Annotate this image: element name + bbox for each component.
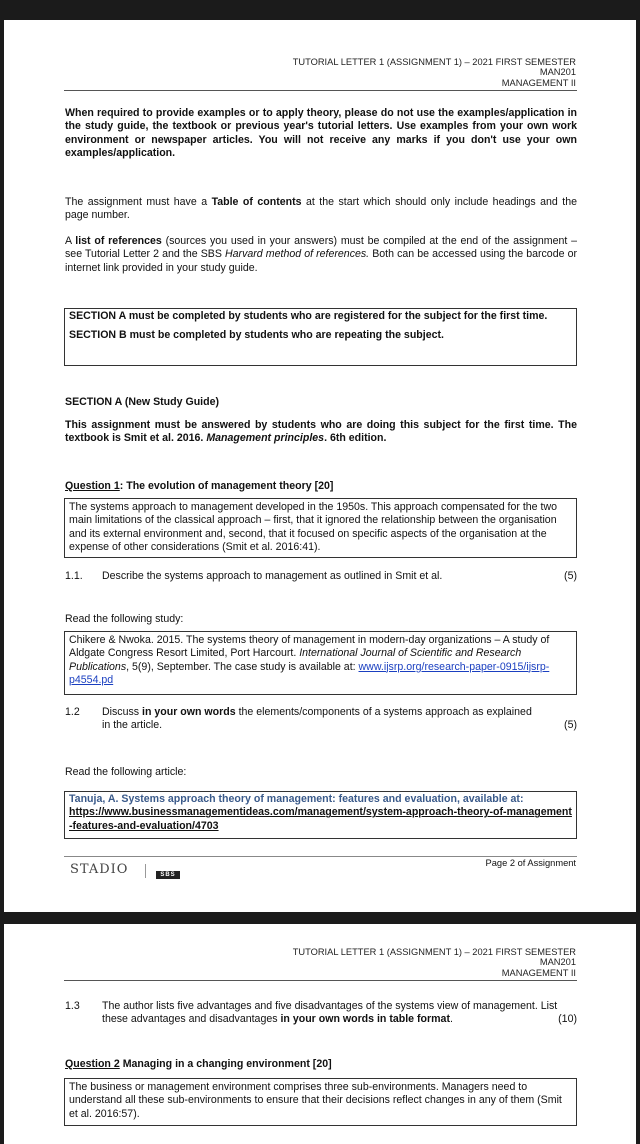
question-1-1: 1.1. Describe the systems approach to management as outlined in Smit et al. (5) [65, 570, 577, 582]
article-link[interactable]: https://www.businessmanagementideas.com/management/system-approach-theory-of-management-features-and-evaluation/4703 [69, 806, 572, 832]
study-link[interactable]: www.ijsrp.org/research-paper-0915/ijsrp-p4554.pd [69, 660, 550, 686]
article-citation-box [64, 791, 577, 839]
header-line-2: MAN201 [539, 67, 576, 78]
stadio-logo: STADIO [70, 862, 129, 877]
header-line-3: MANAGEMENT II [501, 77, 576, 88]
question-2-heading: Question 2 Managing in a changing environment [20] [65, 1058, 332, 1070]
page-number: Page 2 of Assignment [485, 858, 576, 868]
section-b-note: SECTION B must be completed by students who are repeating the subject. [69, 329, 444, 342]
document-page-2 [4, 20, 636, 912]
question-1-heading: Question 1: The evolution of management theory [20] [65, 480, 334, 492]
header-line-1: TUTORIAL LETTER 1 (ASSIGNMENT 1) – 2021 FIRST SEMESTER [292, 57, 576, 67]
question-1-2: 1.2 Discuss in your own words the elements/components of a systems approach as explained in the article. (5) [65, 706, 577, 732]
footer-rule [64, 856, 577, 857]
warning-paragraph: When required to provide examples or to apply theory, please do not use the examples/application in the study guide, the textbook or previous year's tutorial letters. Use examples from your own work environment or newspaper articles. You will not receive any marks if you don't use your own examples/application. [65, 107, 577, 159]
toc-paragraph: The assignment must have a Table of contents at the start which should only include headings and the page number. [65, 196, 577, 222]
article-title: Tanuja, A. Systems approach theory of management: features and evaluation, available at: [69, 793, 524, 805]
question-1-3: 1.3 The author lists five advantages and five disadvantages of the systems view of management. List these advantages and disadvantages in your own words in table format. (10) [65, 1000, 577, 1026]
question-1-context-box: The systems approach to management developed in the 1950s. This approach compensated for the two main limitations of the classical approach – first, that it ignored the relationship between the organisation and its external environment and, second, that it focused on specific aspects of the organisation at the expense of other considerations (Smit et al. 2016:41). [64, 498, 577, 558]
logo-separator [145, 864, 146, 878]
page-header [293, 57, 576, 88]
section-a-heading: SECTION A (New Study Guide) [65, 396, 220, 408]
question-2-context-box: The business or management environment comprises three sub-environments. Managers need to understand all these sub-environments to ensure that their decisions reflect changes in any of them (Smit et al. 2016:57). [64, 1078, 577, 1126]
sections-box [64, 308, 577, 366]
sbs-logo: SBS [156, 871, 180, 879]
section-a-note: SECTION A must be completed by students who are registered for the subject for the first time. [69, 310, 548, 322]
page-header-2: TUTORIAL LETTER 1 (ASSIGNMENT 1) – 2021 FIRST SEMESTER MAN201 MANAGEMENT II [292, 947, 576, 978]
section-a-description: This assignment must be answered by students who are doing this subject for the first time. The textbook is Smit et al. 2016. Management principles. 6th edition. [65, 419, 577, 445]
document-page-3 [4, 924, 636, 1144]
study-citation-box: Chikere & Nwoka. 2015. The systems theory of management in modern-day organizations – A study of Aldgate Congress Resort Limited, Port Harcourt. International Journal of Scientific and Research Publications, 5(9), September. The case study is available at: www.ijsrp.org/research-paper-0915/ijsrp-p4554.pd [64, 631, 577, 695]
header-rule-2 [64, 980, 577, 981]
header-rule [64, 90, 577, 91]
read-article-label: Read the following article: [65, 766, 187, 778]
read-study-label: Read the following study: [65, 613, 184, 625]
references-paragraph: A list of references (sources you used in your answers) must be compiled at the end of the assignment – see Tutorial Letter 2 and the SBS Harvard method of references. Both can be accessed using the barcode or internet link provided in your study guide. [65, 235, 577, 274]
